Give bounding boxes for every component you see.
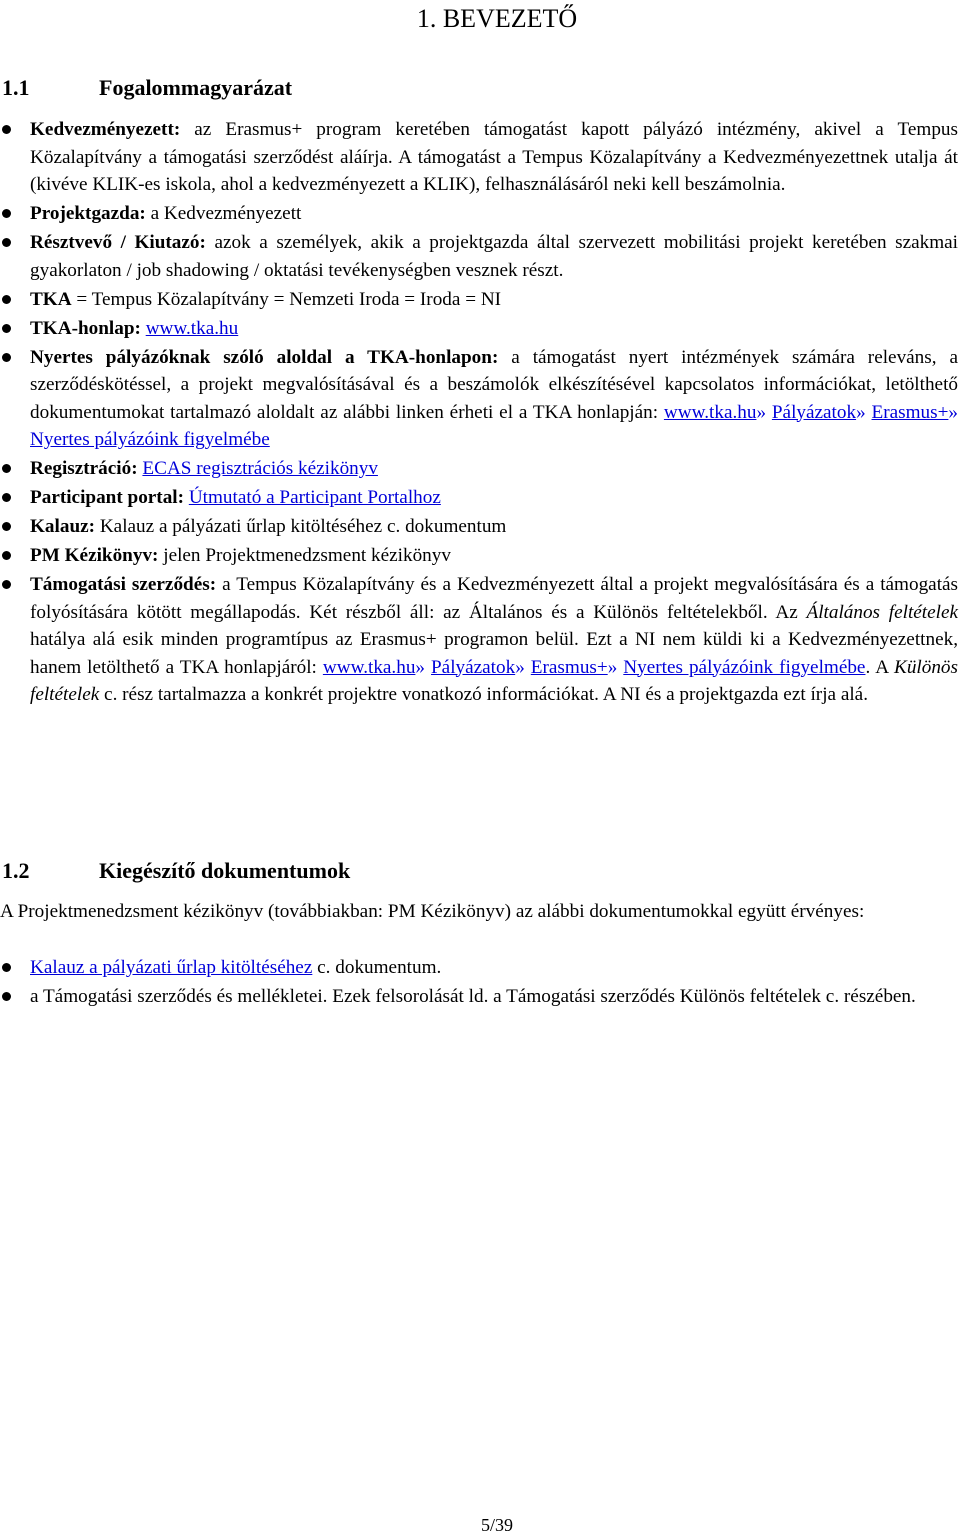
chapter-title: 1. BEVEZETŐ [416,4,578,33]
italic-term: Különös feltételek [30,656,958,705]
section-number: 1.2 [2,858,30,883]
definition: a Kedvezményezett [145,203,302,224]
bullet-icon [2,464,11,473]
palyazatok-link[interactable]: Pályázatok [771,401,857,423]
erasmus-link[interactable]: Erasmus+ [530,656,608,678]
list-item-tka [0,286,958,314]
page-number: 5/39 [480,1515,513,1535]
definition: hatálya alá esik minden programtípus az Erasmus+ programon belül. Ezt a NI nem küldi ki a Kedvezményezettnek, hanem letölthető a TKA honlapjáról: [30,629,958,678]
list-item-projektgazda [0,200,958,228]
term: Nyertes pályázóknak szóló aloldal a TKA-honlapon: [30,346,499,368]
list-item-tka-honlap [0,315,958,343]
participant-portal-link[interactable]: Útmutató a Participant Portalhoz [188,487,441,508]
section-intro: A Projektmenedzsment kézikönyv (továbbiakban: PM Kézikönyv) az alábbi dokumentumokkal együtt érvényes: [0,901,865,922]
bullet-icon [2,238,11,247]
list-item-nyertes [0,344,958,454]
list-item-kalauz-doc [0,954,958,982]
definition: a támogatást nyert intézmények számára releváns, a szerződéskötéssel, a projekt megvalósításával és a beszámolók elkészítésével kapcsolatos információkat, letölthető dokumentumokat tartalmazó aloldalt az alábbi linken érheti el a TKA honlapján: [30,346,958,423]
definitions-list [0,116,958,709]
definition: azok a személyek, akik a projektgazda által szervezett mobilitási projekt keretében szakmai gyakorlaton / job shadowing / oktatási tevékenységben vesznek részt. [30,232,958,281]
term: Kalauz: [30,516,96,537]
bullet-icon [2,324,11,333]
bullet-icon [2,522,11,531]
section-number: 1.1 [2,75,30,100]
breadcrumb-separator: » [948,401,959,423]
bullet-icon [2,551,11,560]
bullet-icon [2,580,11,589]
definition: c. rész tartalmazza a konkrét projektre vonatkozó információkat. A NI és a projektgazda ezt írja alá. [99,684,868,705]
list-item-kalauz [0,513,958,541]
section-title: Kiegészítő dokumentumok [99,858,351,883]
list-item-tamogatasi-doc [0,983,958,1011]
tka-link[interactable]: www.tka.hu [322,656,416,678]
term: Támogatási szerződés: [30,574,217,595]
definition: a Tempus Közalapítvány és a Kedvezményezett által a projekt megvalósítására és a támogatás folyósítására kötött megállapodás. Két részből áll: az Általános és a Különös feltételekből. Az [30,574,959,623]
bullet-icon [2,992,11,1001]
item-text: c. dokumentum. [312,957,442,978]
erasmus-link[interactable]: Erasmus+ [871,401,949,423]
bullet-icon [2,963,11,972]
list-item-regisztracio [0,455,958,483]
bullet-icon [2,209,11,218]
palyazatok-link[interactable]: Pályázatok [431,656,516,678]
documents-list [0,954,958,1011]
list-item-participant [0,484,958,512]
tka-link[interactable]: www.tka.hu [663,401,757,423]
term: PM Kézikönyv: [30,545,159,566]
kalauz-link[interactable]: Kalauz a pályázati űrlap kitöltéséhez [30,957,313,978]
definition: . A [865,656,895,678]
term: Résztvevő / Kiutazó: [30,232,206,253]
list-item-resztvevo [0,229,958,284]
definition: Kalauz a pályázati űrlap kitöltéséhez c. dokumentum [95,516,507,537]
bullet-icon [2,493,11,502]
bullet-icon [2,353,11,362]
term: Kedvezményezett: [30,119,181,140]
breadcrumb-separator: » [607,656,618,678]
breadcrumb-separator: » [756,401,767,423]
section-title: Fogalommagyarázat [99,75,293,100]
breadcrumb-separator: » [515,656,525,678]
term: Projektgazda: [30,203,146,224]
bullet-icon [2,125,11,134]
bullet-icon [2,295,11,304]
tka-link[interactable]: www.tka.hu [145,317,239,339]
definition: jelen Projektmenedzsment kézikönyv [158,545,451,566]
list-item-pm-kezikonyv [0,542,958,570]
nyertes-link[interactable]: Nyertes pályázóink figyelmébe [30,429,270,450]
term: Regisztráció: [30,458,138,479]
italic-term: Általános feltételek [806,601,959,623]
term: TKA-honlap: [30,317,141,339]
term: Participant portal: [30,487,185,508]
list-item-kedvezmenyezett [0,116,958,199]
definition: az Erasmus+ program keretében támogatást kapott pályázó intézmény, akivel a Tempus Közalapítvány a támogatási szerződést aláírja. A támogatást a Tempus Közalapítvány a Kedvezményezettnek utalja át (kivéve KLIK-es iskola, ahol a kedvezményezett a KLIK), felhasználásáról neki kell beszámolnia. [30,119,958,195]
term: TKA [30,288,72,310]
ecas-link[interactable]: ECAS regisztrációs kézikönyv [142,458,378,479]
item-text: a Támogatási szerződés és mellékletei. Ezek felsorolását ld. a Támogatási szerződés Különös feltételek c. részében. [30,986,916,1007]
nyertes-link[interactable]: Nyertes pályázóink figyelmébe [623,656,866,678]
definition: = Tempus Közalapítvány = Nemzeti Iroda = Iroda = NI [71,288,502,310]
list-item-tamogatasi-szerzodes [0,571,958,709]
breadcrumb-separator: » [856,401,866,423]
breadcrumb-separator: » [415,656,426,678]
